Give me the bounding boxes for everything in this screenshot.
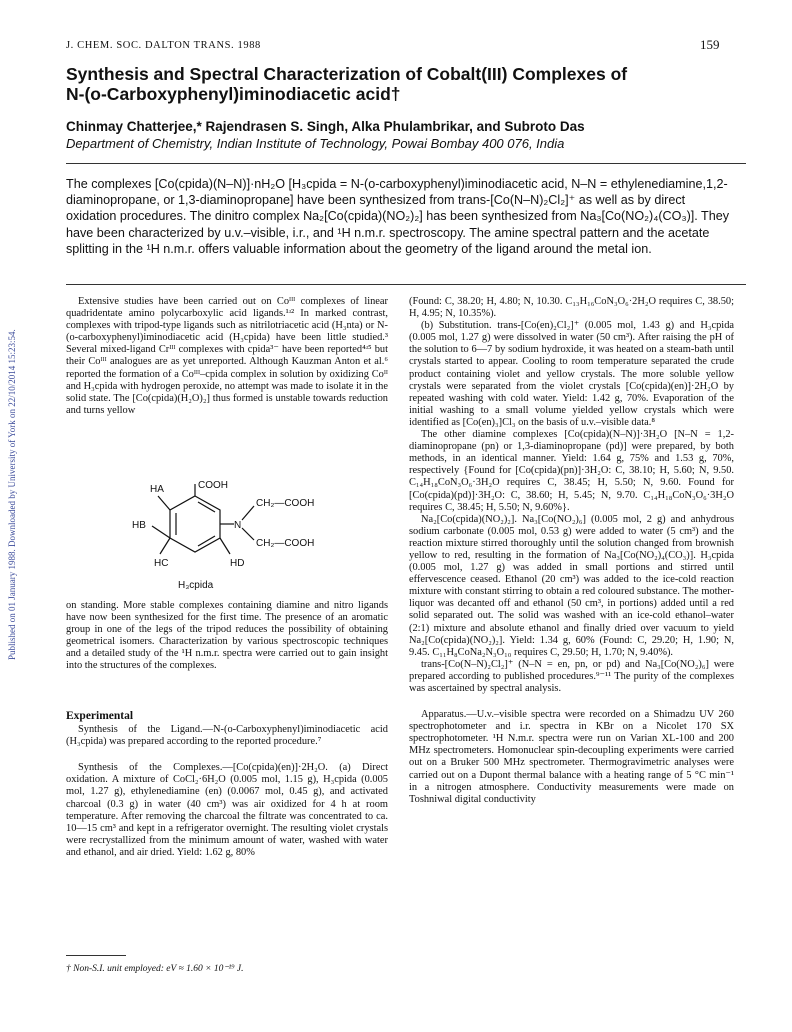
label-hb: HB — [132, 520, 146, 531]
download-watermark — [3, 240, 23, 660]
structure-caption: H₃cpida — [178, 580, 214, 591]
left-column-intro — [66, 296, 388, 417]
article-title — [66, 64, 746, 104]
label-hd: HD — [230, 558, 245, 569]
apparatus-paragraph: Apparatus.—U.v.–visible spectra were recorded on a Shimadzu UV 260 spectrophotometer and i.r. spectra in KBr on a Nicolet 170 SX spectrophotometer. ¹H N.m.r. spectra were run on Varian XL-100 and 200 MHz spectrometers. Homonuclear spin-decoupling experiments were carried out on a Bruker 500 MHz spectrometer. Thermogravimetric analyses were carried out on a Dupont thermal balance with a heating range of 5 °C min⁻¹ in a nitrogen atmosphere. Conductivity measurements were made on Toshniwal digital conductivity — [409, 709, 734, 805]
experimental-section — [66, 710, 388, 859]
ligand-synthesis-paragraph: Synthesis of the Ligand.—N-(o-Carboxyphenyl)iminodiacetic acid (H₃cpida) was prepared according to the reported procedure.⁷ — [66, 724, 388, 748]
abstract: The complexes [Co(cpida)(N–N)]·nH₂O [H₃cpida = N-(o-carboxyphenyl)iminodiacetic acid, N–N = ethylenediamine,1,2-diaminopropane, or 1,3-diaminopropane] have been synthesized from trans-[Co(N–N)₂Cl₂]⁺ as well as by direct oxidation procedures. The dinitro complex Na₂[Co(cpida)(NO₂)₂] has been synthesized from Na₃[Co(NO₂)₄(CO₃)]. They have been characterized by u.v.–visible, i.r., and ¹H n.m.r. spectroscopy. The amine spectral pattern and the acetate splitting in the ¹H n.m.r. offers valuable information about the geometry of the ligand around the metal ion. — [66, 177, 730, 256]
experimental-heading: Experimental — [66, 710, 134, 722]
dinitro-paragraph: Na₂[Co(cpida)(NO₂)₂]. Na₃[Co(NO₂)₆] (0.005 mol, 2 g) and anhydrous sodium carbonate (0.005 mol, 0.53 g) were added to water (5 cm³) and the reaction mixture stirred thoroughly until the solution changed from brownish yellow to red, resulting in the formation of Na₃[Co(NO₂)₄(CO₃)]. H₃cpida (0.005 mol, 1.27 g) was added in small portions and stirred until effervescence ceased. Ethanol (20 cm³) was added to the ice-cold reaction mixture with constant stirring to obtain a red coloured substance. The mother-liquor was decanted off and ethanol (50 cm³, in portions) added until a red solid separated out. The solid was washed with an ice-cold ethanol–water (2:1) mixture and absolute ethanol and finally dried over vacuum to yield Na₂[Co(cpida)(NO₂)₂]. Yield: 1.34 g, 60% (Found: C, 29.20; H, 1.90; N, 9.45. C₁₁H₈CoNa₂N₃O₁₀ requires C, 29.50; H, 1.70; N, 9.40%). — [409, 513, 734, 658]
affiliation: Department of Chemistry, Indian Institute of Technology, Powai Bombay 400 076, India — [66, 136, 565, 151]
analysis-paragraph: (Found: C, 38.20; H, 4.80; N, 10.30. C₁₃H₁₆CoN₃O₆·2H₂O requires C, 38.50; H, 4.95; N, 10.35%). — [409, 296, 734, 320]
intro-paragraph: Extensive studies have been carried out on Coᴵᴵᴵ complexes of linear quadridentate amino polycarboxylic acid ligands.¹ʴ² In marked contrast, complexes with tripod-type ligands such as nitrilotriacetic acid (H₃nta) or N-(o-carboxyphenyl)iminodiacetic acid (H₃cpida) have been little studied.³ Several mixed-ligand Crᴵᴵᴵ complexes with cpida³⁻ have been reported⁴ʴ⁵ but their Coᴵᴵᴵ analogues are as yet unreported. Although Kauzman Anton et al.⁶ reported the formation of a Coᴵᴵᴵ–cpida complex in solution by oxidizing Coᴵᴵ and H₃cpida with hydrogen peroxide, no attempt was made to isolate it in the solid state. The [Co(cpida)(H₂O)₂] thus formed is unstable towards reduction and turns yellow — [66, 296, 388, 416]
page-number: 159 — [700, 37, 720, 52]
author-list: Chinmay Chatterjee,* Rajendrasen S. Singh, Alka Phulambrikar, and Subroto Das — [66, 119, 585, 134]
complex-synthesis-paragraph: Synthesis of the Complexes.—[Co(cpida)(en)]·2H₂O. (a) Direct oxidation. A mixture of CoCl₂·6H₂O (0.005 mol, 1.15 g), H₃cpida (0.005 mol, 1.27 g), ethylenediamine (en) (0.0067 mol, 0.45 g), and activated charcoal (0.3 g) in water (40 cm³) was air oxidized for 4 h at room temperature. After removing the charcoal the filtrate was concentrated to ca. 10—15 cm³ and kept in a refrigerator overnight. The resulting violet crystals were recrystallized from the minimum amount of water, washed with water and ethanol, and air dried. Yield: 1.62 g, 80% — [66, 762, 388, 858]
label-nitrogen: N — [234, 520, 242, 531]
footnote-rule — [66, 955, 126, 956]
title-line-1: Synthesis and Spectral Characterization of Cobalt(III) Complexes of — [66, 64, 628, 84]
h3cpida-structure — [110, 478, 370, 598]
benzene-ring — [170, 496, 220, 552]
after-structure-paragraph: on standing. More stable complexes containing diamine and nitro ligands have now been synthesized for the first time. The presence of an aromatic group in one of the legs of the tripod reduces the possibility of obtaining geometrical isomers. Characterization by various spectroscopic techniques and a detailed study of the ¹H n.m.r. spectra were carried out to gain insight into the structures of the complexes. — [66, 600, 388, 672]
label-cooh-ring: COOH — [198, 480, 228, 491]
title-line-2: N-(o-Carboxyphenyl)iminodiacetic acid† — [66, 84, 401, 104]
right-column — [409, 296, 734, 806]
rule-top — [66, 163, 746, 164]
footnote: † Non-S.I. unit employed: eV ≈ 1.60 × 10⁻¹⁹ J. — [66, 964, 244, 974]
precursor-paragraph: trans-[Co(N–N)₂Cl₂]⁺ (N–N = en, pn, or pd) and Na₃[Co(NO₂)₆] were prepared according to published procedures.⁹⁻¹¹ The purity of the complexes was ascertained by spectral analysis. — [409, 658, 734, 694]
left-column-after-structure — [66, 600, 388, 673]
diamine-paragraph: The other diamine complexes [Co(cpida)(N–N)]·3H₂O [N–N = 1,2-diaminopropane (pn) or 1,3-diaminopropane (pd)] were prepared, by both methods, in an identical manner. Yield: 1.64 g, 75% and 1.53 g, 70%, respectively {Found for [Co(cpida)(pn)]·3H₂O: C, 38.10; H, 5.60; N, 9.50. C₁₄H₁₈CoN₃O₆·3H₂O requires C, 38.45; H, 5.50; N, 9.60. Found for [Co(cpida)(pd)]·3H₂O: C, 38.60; H, 5.45; N, 9.70. C₁₄H₁₈CoN₃O₆·3H₂O requires C, 38.45; H, 5.50; N, 9.60%}. — [409, 429, 734, 513]
rule-bottom — [66, 284, 746, 285]
running-header: J. CHEM. SOC. DALTON TRANS. 1988 — [66, 40, 261, 51]
download-notice: Published on 01 January 1988. Downloaded by University of York on 22/10/2014 15:23:54. — [7, 329, 17, 660]
label-ch2-cooh-upper: CH₂—COOH — [256, 498, 315, 509]
label-hc: HC — [154, 558, 169, 569]
label-ch2-cooh-lower: CH₂—COOH — [256, 538, 315, 549]
label-ha: HA — [150, 484, 164, 495]
substitution-paragraph: (b) Substitution. trans-[Co(en)₂Cl₂]⁺ (0.005 mol, 1.43 g) and H₃cpida (0.005 mol, 1.27 g) were dissolved in water (50 cm³). After raising the pH of the solution to 6—7 by sodium hydroxide, it was heated on a steam-bath until crystals started to appear. Cooling to room temperature separated the crude product containing violet and yellow crystals. The more soluble yellow crystals were separated from the violet crystals [Co(cpida)(en)]·2H₂O by repeated washing with cold water. Yield: 1.42 g, 70%. Evaporation of the initial washing to a small volume yielded yellow crystals which were identified as [Co(en)₃]Cl₃ on the basis of u.v.–visible data.⁸ — [409, 320, 734, 428]
